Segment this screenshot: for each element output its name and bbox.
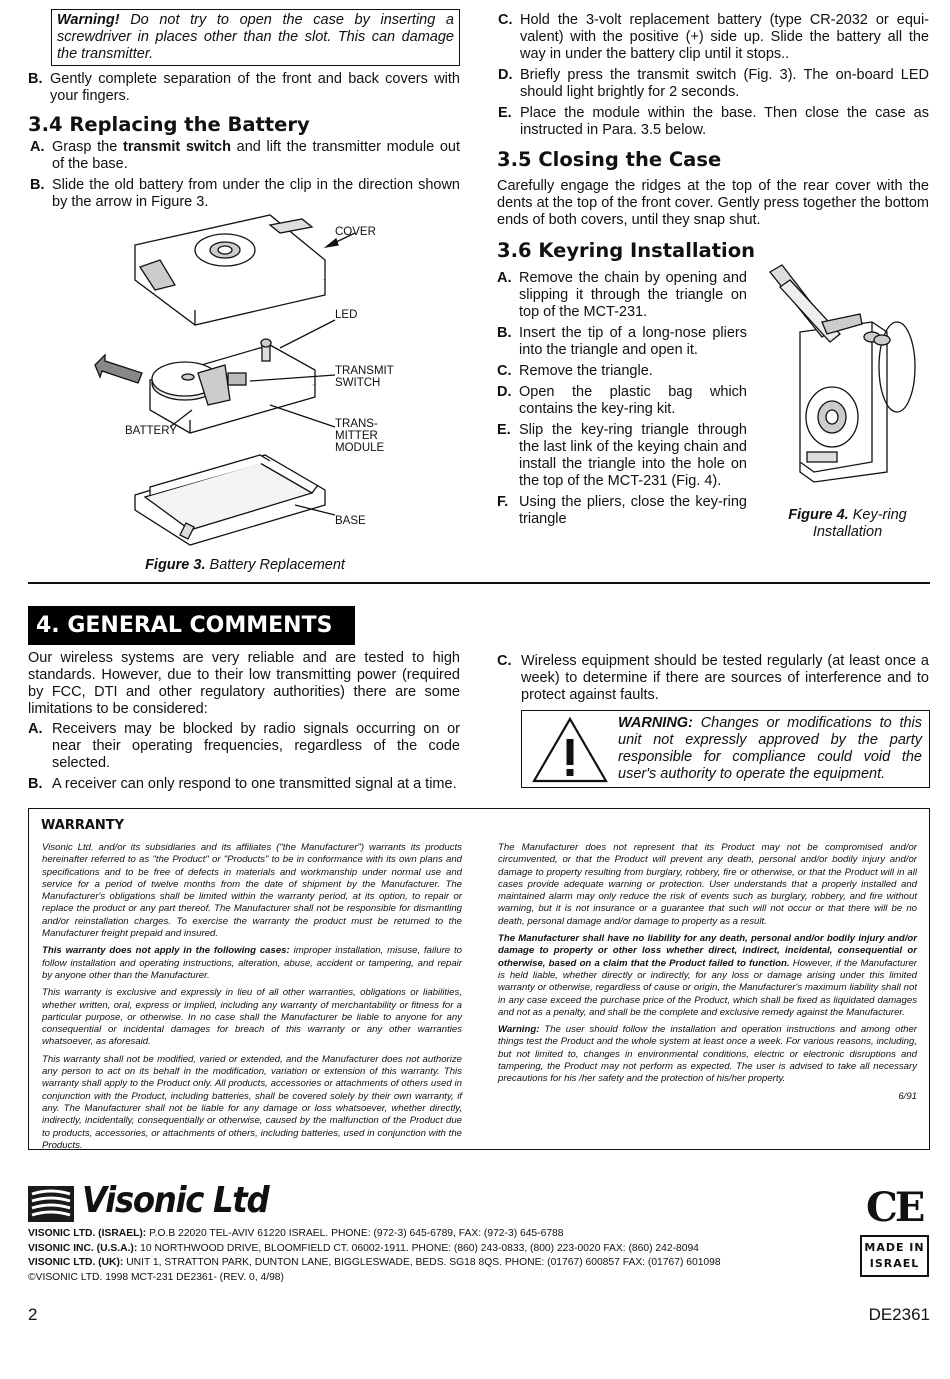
- address-block: [28, 1227, 818, 1285]
- warranty-left-column: [42, 842, 462, 1157]
- step-c-insert-battery: [498, 12, 929, 63]
- step-letter: E.: [498, 105, 512, 121]
- step-b-separate-covers: [28, 71, 460, 105]
- warranty-paragraph: This warranty shall not be modified, varied or extended, and the Manufacturer does not authorize any person to act on its behalf in the modification, variation or extension of this warranty. This warranty shall apply to the Product only. All products, accessories or attachments of others used in conjunction with the Product, including batteries, shall be covered solely by their own warranty, if any. The Manufacturer shall not be liable for any damage or loss whatsoever, whether directly, indirectly, incidentally, consequentially or otherwise, caused by the malfunction of the Product due to products, accessories, or attachments of others, including batteries, used in conjunction with the Products.: [42, 1053, 462, 1151]
- open-case-warning-box: [51, 9, 460, 66]
- copyright-line: ©VISONIC LTD. 1998 MCT-231 DE2361- (REV. 0, 4/98): [28, 1271, 284, 1283]
- step-text: Receivers may be blocked by radio signals occurring on or near their operating frequencies, regardless of the code selected.: [52, 721, 460, 771]
- warranty-paragraph: [42, 945, 462, 982]
- label-battery: BATTERY: [125, 425, 177, 437]
- warranty-right-column: [498, 842, 917, 1108]
- caption-text: Battery Replacement: [209, 557, 345, 573]
- step-letter: C.: [498, 12, 513, 28]
- address-text: P.O.B 22020 TEL-AVIV 61220 ISRAEL. PHONE: (972-3) 645-6789, FAX: (972-3) 645-6788: [149, 1228, 564, 1239]
- step-text: Wireless equipment should be tested regularly (at least once a week) to determine if there are sources of interference and to protect against faults.: [521, 653, 929, 703]
- fcc-warning-box: [521, 710, 930, 788]
- keyring-installation-figure: [762, 262, 922, 487]
- warranty-paragraph-bold: This warranty does not apply in the following cases:: [42, 945, 290, 957]
- step-letter: D.: [498, 67, 513, 83]
- warranty-box: [28, 808, 930, 1150]
- step-text: Hold the 3-volt replacement battery (type CR-2032 or equi-valent) with the positive (+) side up. Slide the battery all the way in under the battery clip until it stops..: [520, 12, 929, 62]
- step-letter: A.: [497, 270, 512, 286]
- step-text: and lift the transmitter module out of the base.: [52, 139, 461, 172]
- warranty-paragraph-text: improper installation, misuse, failure to follow installation and operating instructions, alteration, abuse, accident or tampering, and repair by anyone other than the Manufacturer.: [42, 945, 462, 981]
- warranty-paragraph-text: However, if the Manufacturer is held liable, whether directly or indirectly, for any loss or damage arising under this limited warranty or otherwise, regardless of cause or origin, the Manufacturer's maximum liability shall not in any case exceed the purchase price of the Product, which shall be fixed as liquidated damages and not as a penalty, and shall be the complete and exclusive remedy against the Manufacturer.: [498, 957, 917, 1018]
- step-letter: B.: [28, 71, 43, 87]
- label-module-2: MITTER: [335, 430, 378, 442]
- general-comments-banner: 4. GENERAL COMMENTS: [28, 606, 355, 645]
- step-letter: A.: [28, 721, 43, 737]
- keyring-step: [497, 422, 747, 490]
- warning-text: Changes or modifications to this unit not expressly approved by the party responsible for compliance could void the user's authority to operate the equipment.: [618, 715, 923, 782]
- address-uk: [28, 1256, 818, 1271]
- comment-b: [28, 776, 460, 793]
- made-in-israel-badge: [860, 1235, 929, 1277]
- step-letter: C.: [497, 653, 512, 669]
- label-base: BASE: [335, 515, 366, 527]
- caption-text: Key-ring Installation: [812, 507, 907, 540]
- step-d-press-switch: [498, 67, 929, 101]
- step-text: Remove the triangle.: [519, 363, 653, 379]
- visonic-brand-name: Visonic Ltd: [82, 1180, 269, 1221]
- keyring-step: [497, 270, 747, 321]
- keyring-step: [497, 494, 747, 528]
- warranty-paragraph: [498, 933, 917, 1019]
- step-text: Gently complete separation of the front and back covers with your fingers.: [50, 71, 460, 104]
- warning-triangle-icon: [530, 715, 610, 785]
- sec34-step-a: [30, 139, 460, 173]
- address-label: VISONIC LTD. (UK):: [28, 1257, 124, 1268]
- warranty-paragraph: Visonic Ltd. and/or its subsidiaries and its affiliates ("the Manufacturer") warrants its products hereinafter referred to as "the Product" or "Products" to be in conformance with its own plans and specifications and to be free of defects in materials and workmanship under normal use and service for a period of twelve months from the date of shipment by the Manufacturer. The Manufacturer's obligations shall be limited within the warranty period, at its option, to repair or replace the product or any part thereof. The Manufacturer shall not be responsible for dismantling and/or reinstallation charges. To exercise the warranty the product must be returned to the Manufacturer freight prepaid and insured.: [42, 842, 462, 940]
- address-label: VISONIC INC. (U.S.A.):: [28, 1242, 138, 1254]
- israel-text: ISRAEL: [869, 1257, 920, 1270]
- step-text: Briefly press the transmit switch (Fig. 3). The on-board LED should light brightly for 2 seconds.: [520, 67, 929, 100]
- label-transmit-switch-1: TRANSMIT: [335, 365, 394, 377]
- warranty-paragraph-bold: Warning:: [498, 1024, 540, 1036]
- keyring-step: [497, 363, 747, 380]
- step-text: Insert the tip of a long-nose pliers into the triangle and open it.: [519, 325, 747, 358]
- step-e-place-module: [498, 105, 929, 139]
- visonic-logo-icon: [28, 1186, 74, 1222]
- page-number: 2: [28, 1305, 38, 1324]
- address-text: UNIT 1, STRATTON PARK, DUNTON LANE, BIGGLESWADE, BEDS. SG18 8QS. PHONE: (01767) 600857 FAX: (01767) 601098: [126, 1257, 721, 1268]
- step-letter: D.: [497, 384, 512, 400]
- comment-a: [28, 721, 460, 772]
- address-label: VISONIC LTD. (ISRAEL):: [28, 1228, 147, 1239]
- address-israel: [28, 1227, 818, 1242]
- step-text: Slide the old battery from under the clip in the direction shown by the arrow in Figure 3.: [52, 177, 460, 210]
- address-text: 10 NORTHWOOD DRIVE, BLOOMFIELD CT. 06002-1911. PHONE: (860) 243-0833, (800) 223-0020 FAX: (860) 242-8094: [140, 1242, 699, 1254]
- figure-3-caption: [100, 557, 390, 573]
- made-in-text: MADE IN: [864, 1241, 925, 1254]
- step-letter: C.: [497, 363, 512, 379]
- step-text: Slip the key-ring triangle through the last link of the keying chain and install the triangle into the hole on the top of the MCT-231 (Fig. 4).: [519, 422, 747, 489]
- warranty-paragraph-bold: The Manufacturer shall have no liability for any death, personal and/or bodily injury and/or damage to property or other loss whether direct, indirect, incidental, consequential or otherwise, based on a claim that the Product failed to function.: [498, 933, 917, 969]
- warranty-title: WARRANTY: [41, 818, 125, 833]
- label-cover: COVER: [335, 226, 376, 238]
- step-text: Grasp the: [52, 139, 118, 155]
- warning-label: WARNING:: [618, 715, 693, 731]
- section-3-6-title: 3.6 Keyring Installation: [497, 239, 756, 262]
- ce-mark: CE: [866, 1184, 923, 1231]
- warranty-paragraph: [498, 1024, 917, 1085]
- step-text: A receiver can only respond to one transmitted signal at a time.: [52, 776, 457, 792]
- keyring-steps-list: [497, 270, 747, 532]
- warranty-paragraph: The Manufacturer does not represent that its Product may not be compromised and/or circumvented, or that the Product will prevent any death, personal and/or bodily injury and/or damage to property resulting from burglary, robbery, fire or otherwise, or that the Product will in all cases provide adequate warning or protection. User understands that a properly installed and maintained alarm may only reduce the risk of events such as burglary, robbery, and fire without warning, but it is not insurance or a guarantee that such will not occur or that there will be no death, personal damage and/or damage to property as a result.: [498, 842, 917, 927]
- address-usa: [28, 1242, 818, 1257]
- step-text: Using the pliers, close the key-ring triangle: [519, 494, 747, 527]
- warranty-paragraph: This warranty is exclusive and expressly in lieu of all other warranties, obligations or liabilities, whether written, oral, express or implied, including any warranty of merchantability or fitness for a particular purpose, or otherwise. In no case shall the Manufacturer be liable to anyone for any consequential or incidental damages for breach of this warranty or any other warranties whatsoever, as aforesaid.: [42, 987, 462, 1048]
- step-letter: A.: [30, 139, 45, 155]
- step-text-bold: transmit switch: [122, 139, 231, 155]
- warranty-date: 6/91: [898, 1090, 917, 1102]
- section-divider: [28, 582, 930, 584]
- label-module-3: MODULE: [335, 442, 385, 454]
- label-transmit-switch-2: SWITCH: [335, 377, 381, 389]
- document-code: DE2361: [868, 1305, 930, 1324]
- label-module-1: TRANS-: [335, 418, 378, 430]
- transmit-switch-shape: [228, 373, 246, 385]
- caption-label: Figure 4.: [788, 507, 849, 523]
- section-3-5-title: 3.5 Closing the Case: [497, 148, 722, 171]
- comment-c: [497, 653, 929, 704]
- keyring-step: [497, 325, 747, 359]
- general-comments-intro: Our wireless systems are very reliable and are tested to high standards. However, due to their low transmitting power (required by FCC, DTI and other regulatory authorities) there are some limitations to be considered:: [28, 650, 460, 717]
- step-letter: B.: [30, 177, 45, 193]
- warranty-paragraph-text: The user should follow the installation and operation instructions and among other things test the Product and the whole system at least once a week. For various reasons, including, but not limited to, changes in environmental conditions, electric or electronic disruptions and tampering, the Product may not perform as expected. The user is advised to take all necessary precautions for his /her safety and the protection of his/her property.: [498, 1024, 917, 1085]
- section-3-4-title: 3.4 Replacing the Battery: [28, 113, 310, 136]
- step-letter: F.: [497, 494, 509, 510]
- label-led: LED: [335, 309, 358, 321]
- step-text: Place the module within the base. Then close the case as instructed in Para. 3.5 below.: [520, 105, 929, 138]
- warning-text: Do not try to open the case by inserting a screwdriver in places other than the slot. This can damage the transmitter.: [57, 12, 454, 62]
- caption-label: Figure 3.: [145, 557, 206, 573]
- keyring-step: [497, 384, 747, 418]
- step-letter: B.: [497, 325, 512, 341]
- warning-label: Warning!: [57, 12, 120, 28]
- step-letter: B.: [28, 776, 43, 792]
- slide-direction-arrow: [95, 355, 142, 383]
- section-3-5-text: Carefully engage the ridges at the top of the rear cover with the dents at the top of the front cover. Gently press together the bottom ends of both covers, until they snap shut.: [497, 178, 929, 228]
- step-text: Open the plastic bag which contains the key-ring kit.: [519, 384, 747, 417]
- figure-4-caption: [775, 507, 920, 541]
- step-text: Remove the chain by opening and slipping it through the triangle on top of the MCT-231.: [519, 270, 747, 320]
- step-letter: E.: [497, 422, 511, 438]
